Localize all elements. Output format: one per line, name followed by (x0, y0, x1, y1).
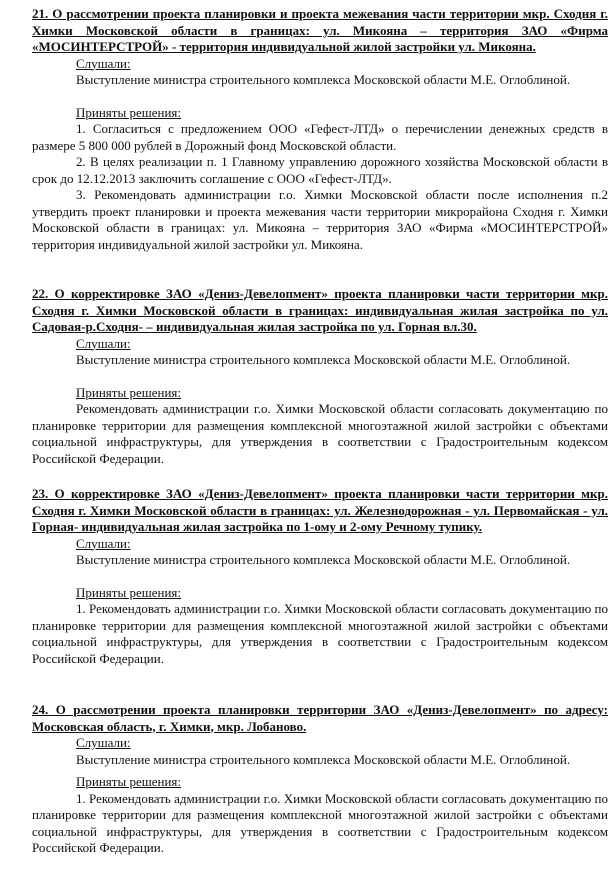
decided-label: Приняты решения: (76, 774, 182, 789)
decision-paragraph: 2. В целях реализации п. 1 Главному управлению дорожного хозяйства Московской области в срок до 12.12.2013 заключить соглашение с ООО «Гефест-ЛТД». (32, 154, 608, 186)
item-title: 21. О рассмотрении проекта планировки и проекта межевания части территории мкр. Сходня г. Химки Московской области в границах: ул. Микояна – территория ЗАО «Фирма «МОСИНТЕРСТРОЙ» - территория индивидуальной жилой застройки ул. Микояна. (32, 6, 608, 54)
speech-text: Выступление министра строительного комплекса Московской области М.Е. Оглоблиной. (76, 751, 571, 767)
heard-label: Слушали: (76, 735, 131, 750)
speech-text: Выступление министра строительного комплекса Московской области М.Е. Оглоблиной. (76, 352, 571, 367)
decision-paragraph: 3. Рекомендовать администрации г.о. Химки Московской области после исполнения п.2 утвердить проект планировки и проекта межевания части территории микрорайона Сходня г. Химки Московской области в границах: ул. Микояна – территория ЗАО «Фирма «МОСИНТЕРСТРОЙ» территория индивидуальной жилой застройки ул. Микояна. (32, 187, 608, 252)
agenda-item-23 (32, 486, 608, 667)
agenda-item-21 (32, 6, 608, 253)
item-title: 24. О рассмотрении проекта планировки территории ЗАО «Дениз-Девелопмент» по адресу: Московская область, г. Химки, мкр. Лобаново. (32, 702, 608, 734)
item-title: 22. О корректировке ЗАО «Дениз-Девелопмент» проекта планировки части территории мкр. Сходня г. Химки Московской области в границах: индивидуальная жилая застройка по ул. Садовая-р.Сходня- – индивидуальная жилая застройка по ул. Горная вл.30. (32, 286, 608, 334)
agenda-item-24 (32, 702, 608, 857)
speech-text: Выступление министра строительного комплекса Московской области М.Е. Оглоблиной. (76, 72, 571, 87)
decision-paragraph: Рекомендовать администрации г.о. Химки Московской области согласовать документацию по планировке территории для размещения комплексной многоэтажной жилой застройки с объектами социальной инфраструктуры, для утверждения в соответствии с Градостроительным кодексом Российской Федерации. (32, 401, 608, 466)
decided-label: Приняты решения: (76, 384, 182, 400)
heard-label: Слушали: (76, 335, 131, 351)
decided-label: Приняты решения: (76, 584, 182, 600)
decided-label: Приняты решения: (76, 104, 182, 120)
heard-label: Слушали: (76, 535, 131, 551)
decision-paragraph: 1. Согласиться с предложением ООО «Гефест-ЛТД» о перечислении денежных средств в размере 5 800 000 рублей в Дорожный фонд Московской области. (32, 121, 608, 153)
speech-text: Выступление министра строительного комплекса Московской области М.Е. Оглоблиной. (76, 552, 571, 567)
decision-paragraph: 1. Рекомендовать администрации г.о. Химки Московской области согласовать документацию по планировке территории для размещения комплексной многоэтажной жилой застройки с объектами социальной инфраструктуры, для утверждения в соответствии с Градостроительным кодексом Российской Федерации. (32, 601, 608, 666)
heard-label: Слушали: (76, 55, 131, 71)
decision-paragraph: 1. Рекомендовать администрации г.о. Химки Московской области согласовать документацию по планировке территории для размещения комплексной многоэтажной жилой застройки с объектами социальной инфраструктуры, для утверждения в соответствии с Градостроительным кодексом Российской Федерации. (32, 790, 608, 855)
item-title: 23. О корректировке ЗАО «Дениз-Девелопмент» проекта планировки части территории мкр. Сходня г. Химки Московской области в границах: ул. Железнодорожная - ул. Первомайская - ул. Горная- индивидуальная жилая застройка по 1-ому и 2-ому Речному тупику. (32, 486, 608, 534)
agenda-item-22 (32, 286, 608, 467)
